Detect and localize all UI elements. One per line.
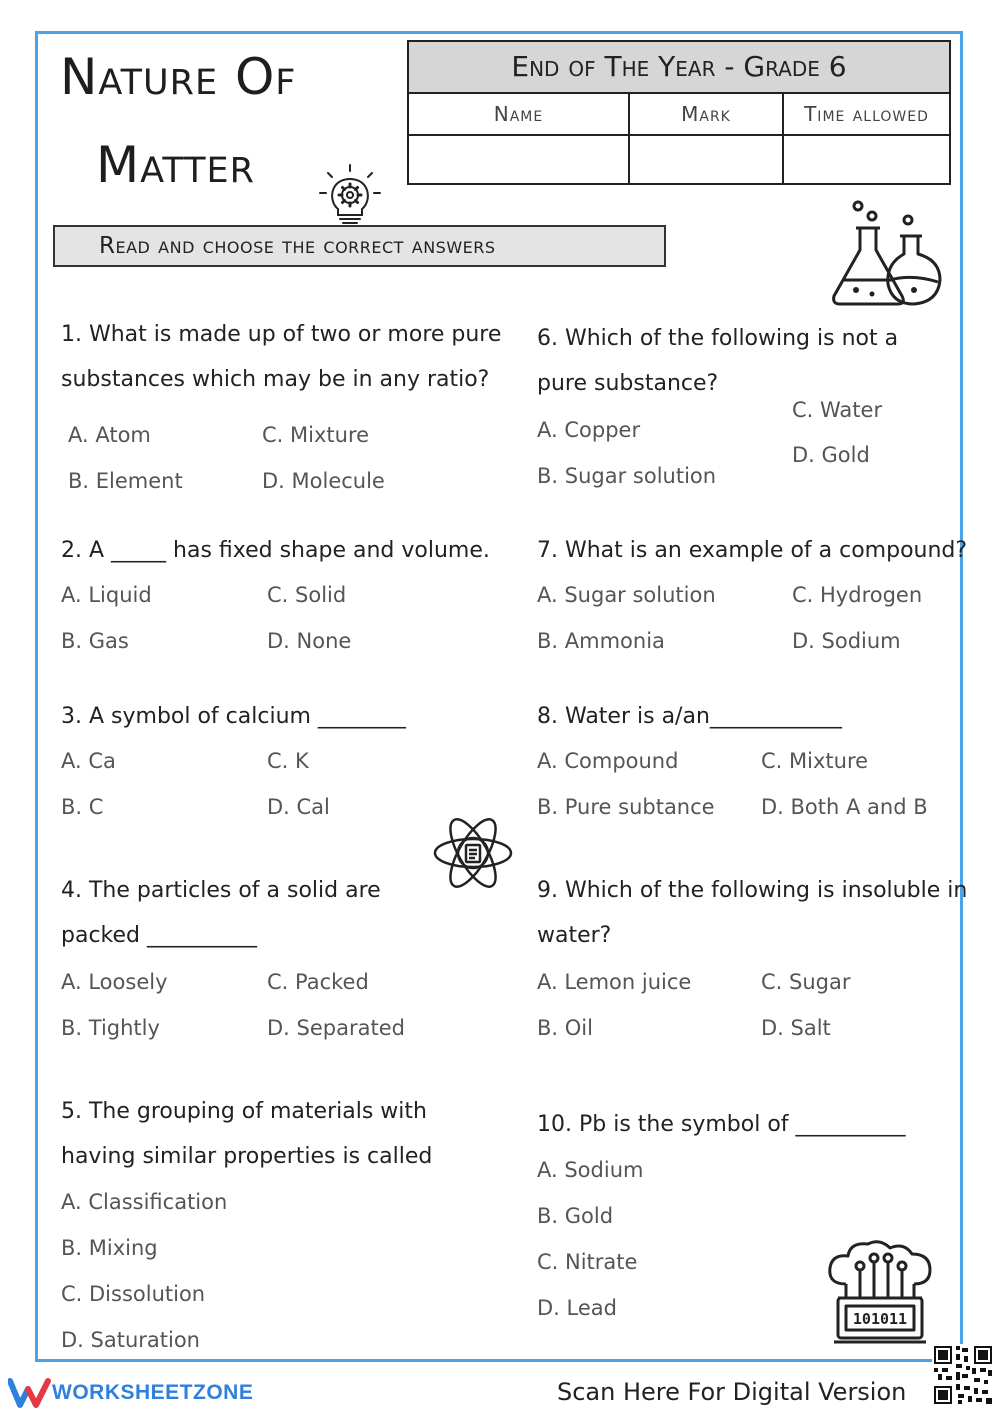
question-8 — [537, 694, 842, 739]
flask-icon — [826, 198, 944, 310]
svg-text:101011: 101011 — [852, 1310, 908, 1328]
q5-option-d[interactable]: D. Saturation — [61, 1328, 200, 1352]
question-4-line-1: 4. The particles of a solid are — [61, 878, 381, 903]
exam-title: End of The Year - Grade 6 — [409, 42, 949, 94]
question-7 — [537, 528, 967, 573]
question-6-line-2: pure substance? — [537, 371, 719, 396]
q7-option-d[interactable]: D. Sodium — [792, 629, 901, 653]
mark-column — [630, 94, 784, 183]
question-5-line-2: having similar properties is called — [61, 1144, 433, 1169]
q10-option-b[interactable]: B. Gold — [537, 1204, 614, 1228]
q7-option-a[interactable]: A. Sugar solution — [537, 583, 716, 607]
title-line-2: Matter — [96, 136, 255, 194]
question-4-line-2: packed __________ — [61, 923, 257, 948]
logo-text: WORKSHEETZONE — [52, 1381, 254, 1404]
time-label: Time allowed — [784, 94, 949, 136]
lightbulb-gear-icon — [316, 163, 384, 231]
q6-option-d[interactable]: D. Gold — [792, 443, 870, 467]
name-label: Name — [409, 94, 628, 136]
q9-option-d[interactable]: D. Salt — [761, 1016, 831, 1040]
question-2-line-1: 2. A _____ has fixed shape and volume. — [61, 538, 490, 563]
q4-option-a[interactable]: A. Loosely — [61, 970, 168, 994]
atom-icon — [432, 812, 514, 894]
q6-option-b[interactable]: B. Sugar solution — [537, 464, 717, 488]
q1-option-b[interactable]: B. Element — [68, 469, 183, 493]
q1-option-d[interactable]: D. Molecule — [262, 469, 385, 493]
q10-option-c[interactable]: C. Nitrate — [537, 1250, 638, 1274]
q6-option-c[interactable]: C. Water — [792, 398, 883, 422]
q3-option-d[interactable]: D. Cal — [267, 795, 330, 819]
q9-option-c[interactable]: C. Sugar — [761, 970, 851, 994]
title-line-1: Nature Of — [60, 48, 297, 106]
name-field[interactable] — [409, 136, 628, 183]
q4-option-c[interactable]: C. Packed — [267, 970, 369, 994]
question-7-line-1: 7. What is an example of a compound? — [537, 538, 968, 563]
question-1 — [61, 312, 501, 402]
q1-option-c[interactable]: C. Mixture — [262, 423, 370, 447]
question-10-line-1: 10. Pb is the symbol of __________ — [537, 1112, 906, 1137]
question-6 — [537, 316, 898, 406]
q8-option-c[interactable]: C. Mixture — [761, 749, 869, 773]
worksheetzone-logo[interactable] — [8, 1373, 253, 1413]
q10-option-a[interactable]: A. Sodium — [537, 1158, 644, 1182]
q2-option-c[interactable]: C. Solid — [267, 583, 347, 607]
q3-option-c[interactable]: C. K — [267, 749, 309, 773]
q4-option-b[interactable]: B. Tightly — [61, 1016, 160, 1040]
question-1-line-2: substances which may be in any ratio? — [61, 367, 490, 392]
q9-option-a[interactable]: A. Lemon juice — [537, 970, 692, 994]
question-9-line-2: water? — [537, 923, 612, 948]
question-8-line-1: 8. Water is a/an____________ — [537, 704, 842, 729]
q1-option-a[interactable]: A. Atom — [68, 423, 151, 447]
qr-code-icon[interactable] — [932, 1344, 994, 1406]
q6-option-a[interactable]: A. Copper — [537, 418, 641, 442]
student-info-table — [407, 40, 951, 185]
time-column — [784, 94, 949, 183]
q2-option-d[interactable]: D. None — [267, 629, 352, 653]
circuit-tree-icon — [824, 1240, 936, 1348]
q5-option-b[interactable]: B. Mixing — [61, 1236, 158, 1260]
q7-option-b[interactable]: B. Ammonia — [537, 629, 665, 653]
q3-option-b[interactable]: B. C — [61, 795, 104, 819]
q2-option-b[interactable]: B. Gas — [61, 629, 129, 653]
name-column — [409, 94, 630, 183]
q8-option-b[interactable]: B. Pure subtance — [537, 795, 715, 819]
q2-option-a[interactable]: A. Liquid — [61, 583, 152, 607]
worksheetzone-logo-icon — [8, 1377, 52, 1409]
question-5-line-1: 5. The grouping of materials with — [61, 1099, 427, 1124]
question-5 — [61, 1089, 432, 1179]
q5-option-a[interactable]: A. Classification — [61, 1190, 228, 1214]
q9-option-b[interactable]: B. Oil — [537, 1016, 593, 1040]
q4-option-d[interactable]: D. Separated — [267, 1016, 405, 1040]
q8-option-d[interactable]: D. Both A and B — [761, 795, 928, 819]
question-9-line-1: 9. Which of the following is insoluble in — [537, 878, 968, 903]
q5-option-c[interactable]: C. Dissolution — [61, 1282, 206, 1306]
q10-option-d[interactable]: D. Lead — [537, 1296, 617, 1320]
question-9 — [537, 868, 967, 958]
question-4 — [61, 868, 381, 958]
question-10 — [537, 1102, 906, 1147]
question-1-line-1: 1. What is made up of two or more pure — [61, 322, 502, 347]
scan-instruction: Scan Here For Digital Version — [557, 1378, 907, 1406]
question-3-line-1: 3. A symbol of calcium ________ — [61, 704, 406, 729]
mark-label: Mark — [630, 94, 782, 136]
question-3 — [61, 694, 406, 739]
mark-field[interactable] — [630, 136, 782, 183]
question-2 — [61, 528, 490, 573]
time-field[interactable] — [784, 136, 949, 183]
q7-option-c[interactable]: C. Hydrogen — [792, 583, 923, 607]
q3-option-a[interactable]: A. Ca — [61, 749, 116, 773]
q8-option-a[interactable]: A. Compound — [537, 749, 679, 773]
instruction-banner: Read and choose the correct answers — [53, 225, 666, 267]
question-6-line-1: 6. Which of the following is not a — [537, 326, 899, 351]
